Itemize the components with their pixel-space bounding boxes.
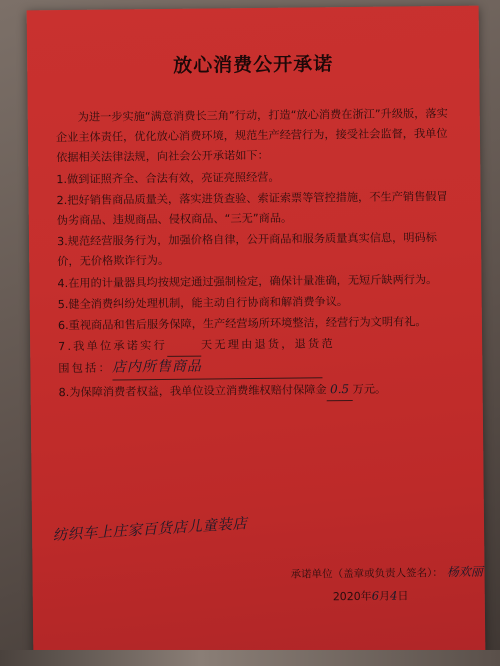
pledge-item-3: 3.规范经营服务行为，加强价格自律，公开商品和服务质量真实信息，明码标价，无价格欺诈行为。 [56,231,437,269]
signature-label: 承诺单位（盖章或负责人签名）： [290,567,443,581]
background-objects [0,650,500,666]
intro-paragraph: 为进一步实施“满意消费长三角”行动，打造“放心消费在浙江”升级版，落实企业主体责任，优化放心消费环境，规范生产经营行为，接受社会监督，我单位依据相关法律法规，向社会公开承诺如下： [55,106,448,165]
return-scope-handwriting: 店内所售商品 [111,359,203,376]
date-day-unit: 日 [397,589,409,603]
signature-handwriting: 杨欢丽 [446,564,483,580]
date-year: 2020年 [332,589,372,604]
pledge-item-4: 4.在用的计量器具均按规定通过强制检定，确保计量准确，无短斤缺两行为。 [57,272,438,290]
item-8-prefix: 8.为保障消费者权益，我单位设立消费维权赔付保障金 [58,382,327,399]
guarantee-amount-handwriting: 0.5 [329,381,350,396]
pledge-item-6: 6.重视商品和售后服务保障，生产经营场所环境整洁，经营行为文明有礼。 [57,315,427,333]
date-month-handwriting: 6 [371,588,380,603]
document-title: 放心消费公开承诺 [173,53,334,77]
store-name-handwriting: 纺织车上庄家百货店儿童装店 [52,515,248,545]
pledge-item-2: 2.把好销售商品质量关，落实进货查验、索证索票等管控措施，不生产销售假冒伪劣商品、违规商品、侵权商品、“三无”商品。 [56,189,448,228]
item-8-suffix: 万元。 [352,382,387,396]
guarantee-amount-field [326,379,352,401]
item-7-prefix: 7.我单位承诺实行 [58,339,168,354]
return-scope-label: 围包括： [58,361,113,376]
pledge-item-7 [58,333,454,381]
pledge-document [27,6,486,659]
date-month-unit: 月 [379,589,391,603]
date-row [333,587,409,604]
pledge-item-8 [59,378,455,404]
pledge-item-1: 1.做到证照齐全、合法有效，亮证亮照经营。 [56,170,280,186]
pledge-item-5: 5.健全消费纠纷处理机制，能主动自行协商和解消费争议。 [57,294,349,311]
signature-row [290,563,482,582]
date-day-handwriting: 4 [390,588,398,603]
item-7-suffix: 天无理由退货，退货范 [200,337,335,352]
return-days-blank [167,336,201,358]
document-body [56,104,455,405]
return-scope-field [112,356,322,380]
